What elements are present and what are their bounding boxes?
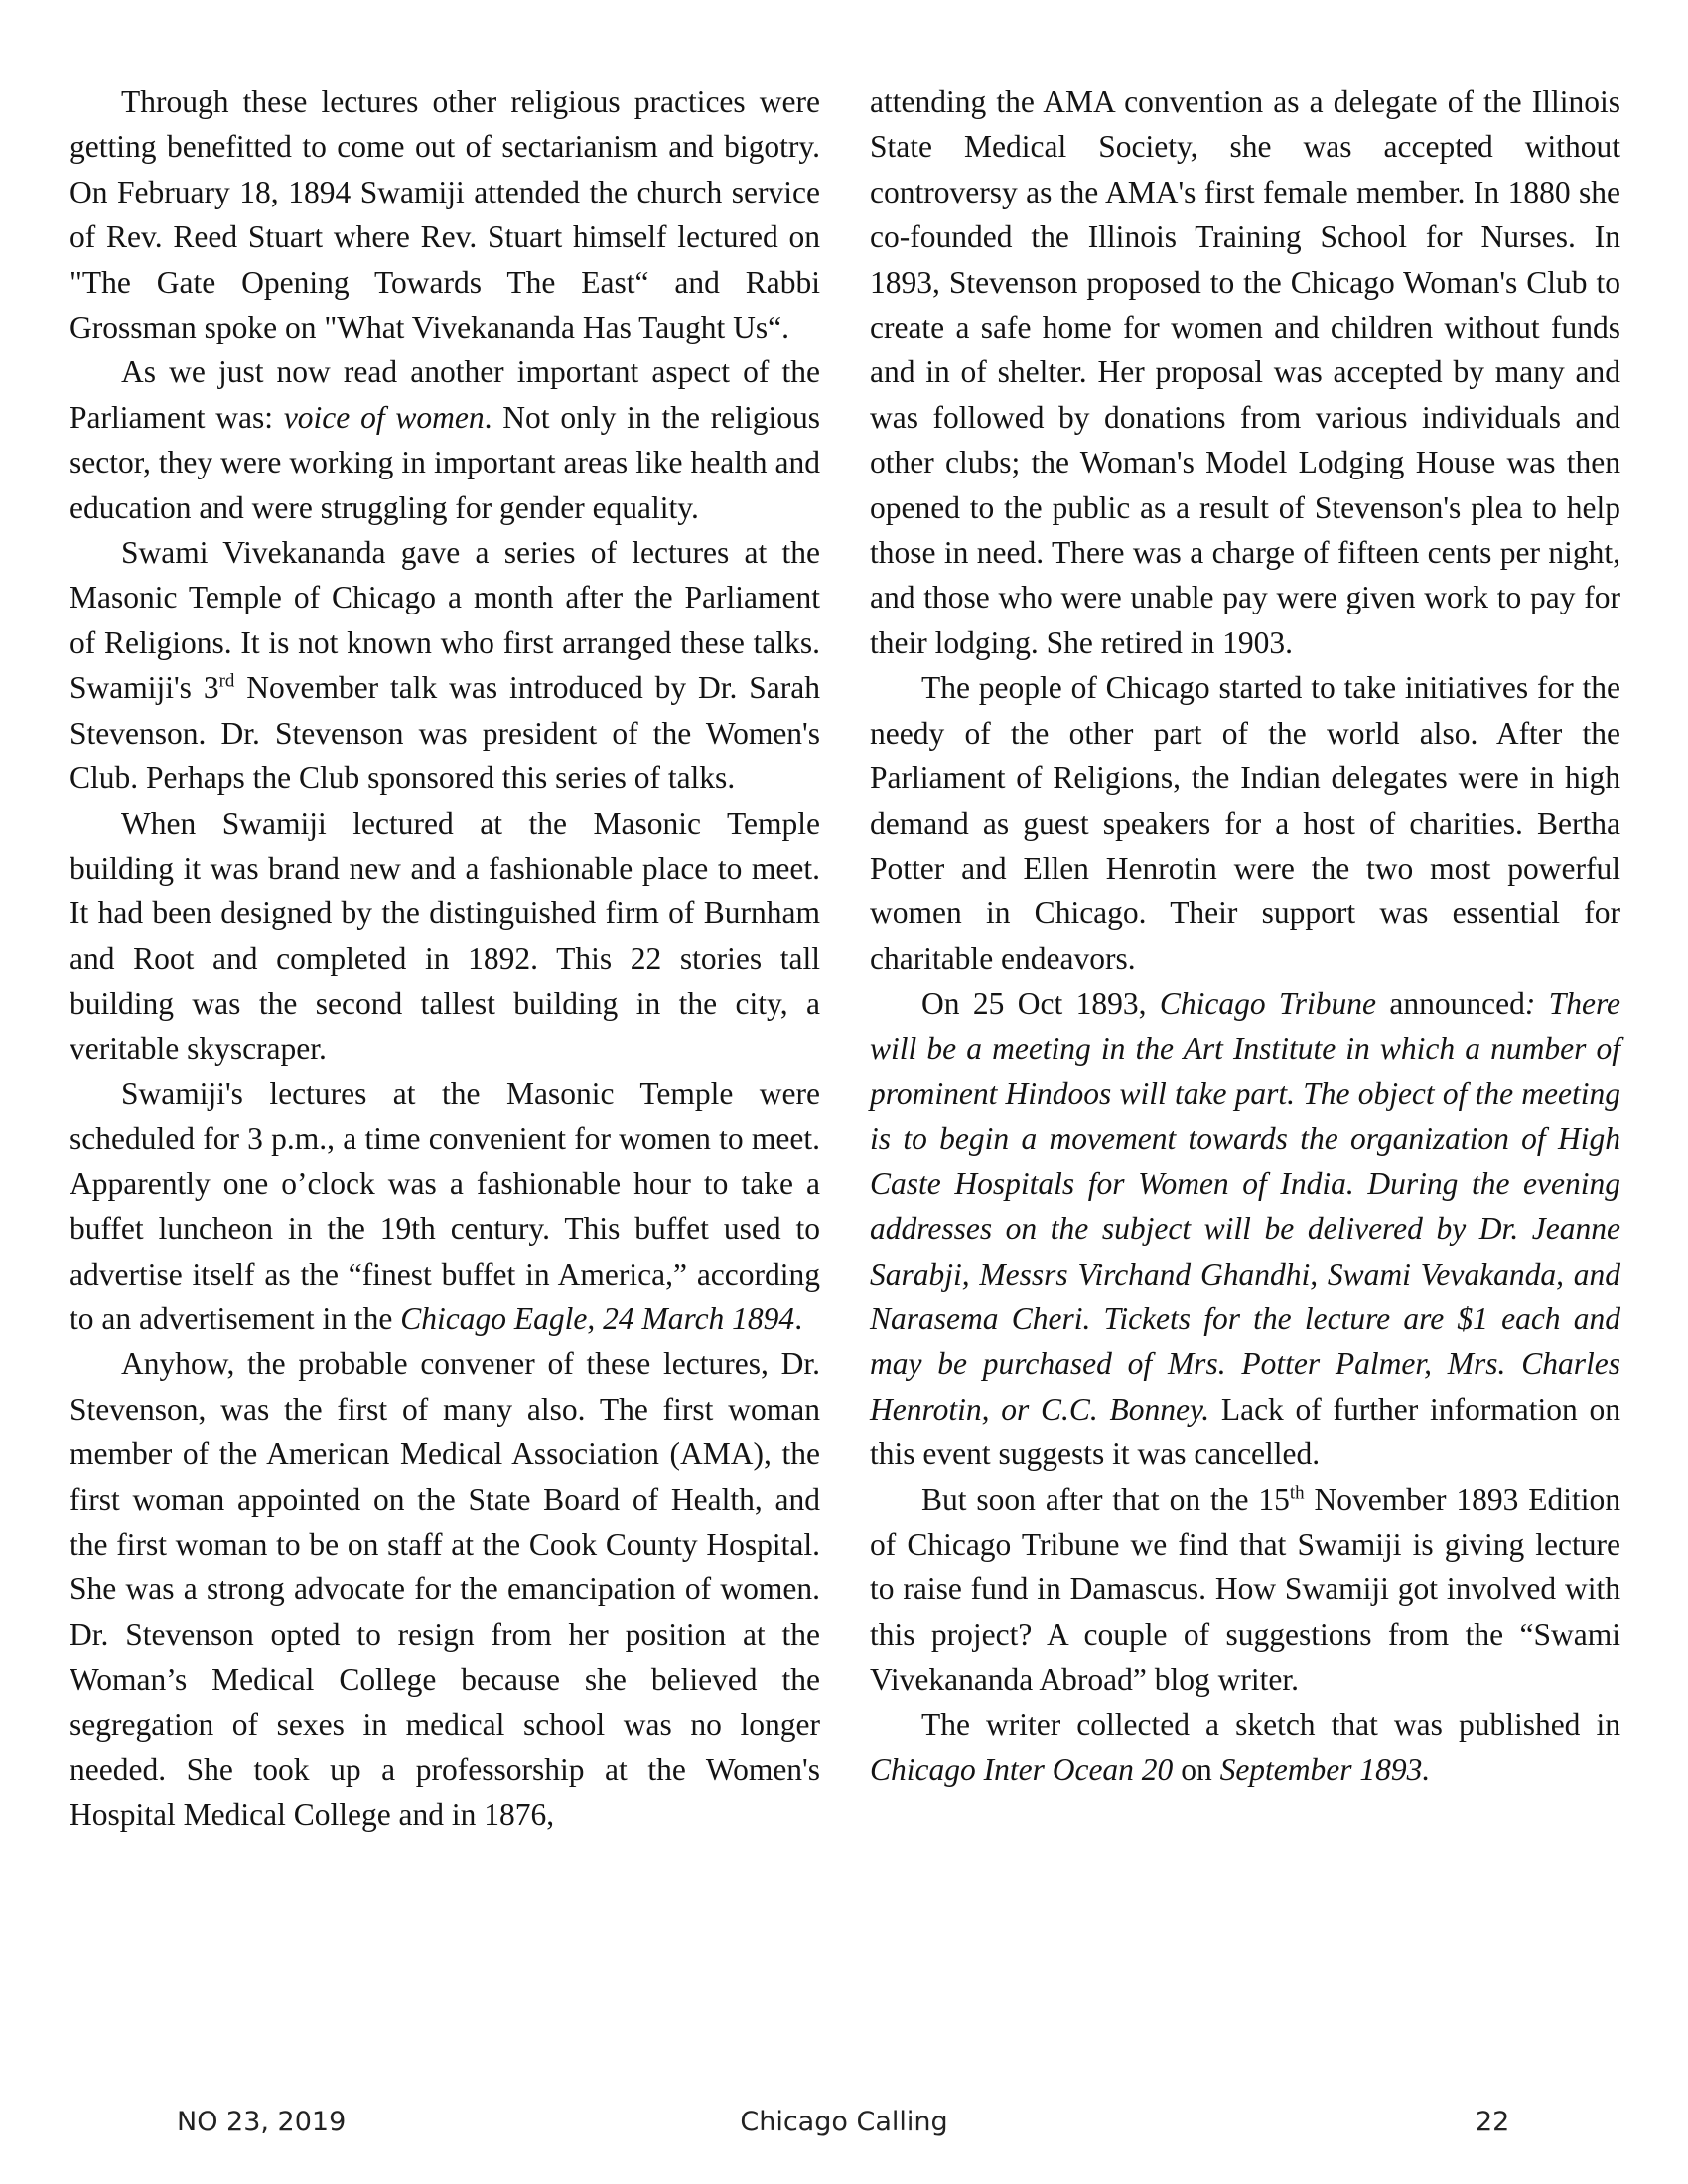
paragraph: The people of Chicago started to take initiatives for the needy of the other part of the world also. After the Parliament of Religions, the Indian delegates were in high demand as guest speakers for a host of charities. Bertha Potter and Ellen Henrotin were the two most powerful women in Chicago. Their support was essential for charitable endeavors.: [870, 670, 1620, 976]
paragraph: Anyhow, the probable convener of these lectures, Dr. Stevenson, was the first of many also. The first woman member of the American Medical Association (AMA), the first woman appointed on the State Board of Health, and the first woman to be on staff at the Cook County Hospital. She was a strong advocate for the emancipation of women. Dr. Stevenson opted to resign from her position at the Woman’s Medical College because she believed the segregation of sexes in medical school was no longer needed. She took up a professorship at the Women's Hospital Medical College and in 1876,: [70, 1346, 820, 1833]
left-column: [70, 79, 820, 1838]
paragraph: On 25 Oct 1893, Chicago Tribune announced: There will be a meeting in the Art Institute in which a number of prominent Hindoos will take part. The object of the meeting is to begin a movement towards the organization of High Caste Hospitals for Women of India. During the evening addresses on the subject will be delivered by Dr. Jeanne Sarabji, Messrs Virchand Ghandhi, Swami Vevakanda, and Narasema Cheri. Tickets for the lecture are $1 each and may be purchased of Mrs. Potter Palmer, Mrs. Charles Henrotin, or C.C. Bonney. Lack of further information on this event suggests it was cancelled.: [870, 986, 1621, 1472]
paragraph: attending the AMA convention as a delegate of the Illinois State Medical Society, she was accepted without controversy as the AMA's first female member. In 1880 she co-founded the Illinois Training School for Nurses. In 1893, Stevenson proposed to the Chicago Woman's Club to create a safe home for women and children without funds and in of shelter. Her proposal was accepted by many and was followed by donations from various individuals and other clubs; the Woman's Model Lodging House was then opened to the public as a result of Stevenson's plea to help those in need. There was a charge of fifteen cents per night, and those who were unable pay were given work to pay for their lodging. She retired in 1903.: [870, 84, 1620, 660]
footer-issue: NO 23, 2019: [177, 2107, 347, 2137]
paragraph: Through these lectures other religious practices were getting benefitted to come out of sectarianism and bigotry. On February 18, 1894 Swamiji attended the church service of Rev. Reed Stuart where Rev. Stuart himself lectured on "The Gate Opening Towards The East“ and Rabbi Grossman spoke on "What Vivekananda Has Taught Us“.: [70, 84, 820, 345]
paragraph: The writer collected a sketch that was published in Chicago Inter Ocean 20 on September 1893.: [870, 1706, 1620, 1788]
paragraph: When Swamiji lectured at the Masonic Temple building it was brand new and a fashionable place to meet. It had been designed by the distinguished firm of Burnham and Root and completed in 1892. This 22 stories tall building was the second tallest building in the city, a veritable skyscraper.: [70, 805, 820, 1066]
page-number: 22: [1476, 2107, 1510, 2137]
footer-title: Chicago Calling: [740, 2107, 948, 2137]
paragraph: Swamiji's lectures at the Masonic Temple were scheduled for 3 p.m., a time convenient for women to meet. Apparently one o’clock was a fashionable hour to take a buffet luncheon in the 19th century. This buffet used to advertise itself as the “finest buffet in America,” according to an advertisement in the Chicago Eagle, 24 March 1894.: [70, 1075, 820, 1336]
paragraph: As we just now read another important aspect of the Parliament was: voice of women. Not only in the religious sector, they were working in important areas like health and education and were struggling for gender equality.: [70, 354, 820, 525]
paragraph: But soon after that on the 15th November 1893 Edition of Chicago Tribune we find that Swamiji is giving lecture to raise fund in Damascus. How Swamiji got involved with this project? A couple of suggestions from the “Swami Vivekananda Abroad” blog writer.: [870, 1481, 1620, 1698]
right-column: [870, 79, 1620, 1792]
paragraph: Swami Vivekananda gave a series of lectures at the Masonic Temple of Chicago a month after the Parliament of Religions. It is not known who first arranged these talks. Swamiji's 3rd November talk was introduced by Dr. Sarah Stevenson. Dr. Stevenson was president of the Women's Club. Perhaps the Club sponsored this series of talks.: [70, 535, 820, 796]
